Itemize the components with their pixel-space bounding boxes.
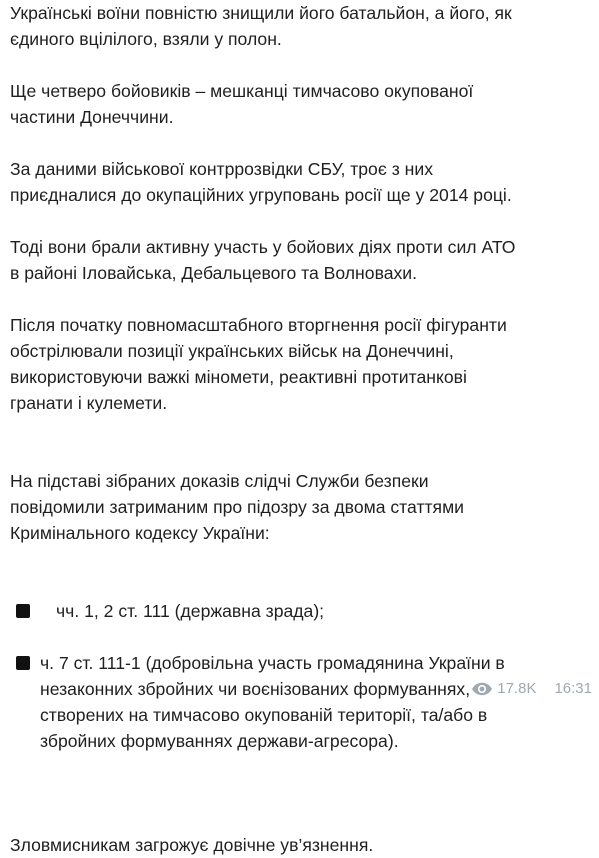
closing-paragraph: Зловмисникам загрожує довічне ув’язнення. — [10, 835, 374, 855]
list-item — [10, 650, 595, 754]
message-paragraph: Українські воїни повністю знищили його батальйон, а його, як єдиного вцілілого, взяли у полон. — [10, 3, 512, 49]
message-time: 16:31 — [554, 680, 592, 697]
charges-block — [10, 442, 595, 806]
message-paragraph: За даними військової контррозвідки СБУ, троє з них приєдналися до окупаційних угруповань росії ще у 2014 році. — [10, 159, 512, 205]
message-meta — [471, 680, 592, 697]
list-item-text: чч. 1, 2 ст. 111 (державна зрада); — [56, 601, 325, 621]
message-paragraph: На підставі зібраних доказів слідчі Служби безпеки повідомили затриманим про підозру за двома статтями Кримінального кодексу України: — [10, 471, 465, 543]
message-paragraph: Тоді вони брали активну участь у бойових діях проти сил АТО в районі Іловайська, Дебальцевого та Волновахи. — [10, 237, 516, 283]
message-paragraph: Ще четверо бойовиків – мешканці тимчасово окупованої частини Донеччини. — [10, 81, 474, 127]
list-item-text: ч. 7 ст. 111-1 (добровільна участь громадянина України в незаконних збройних чи воєнізованих формуваннях, створених на тимчасово окупованій території, та/або в збройних формуваннях держави-агресора). — [40, 653, 505, 751]
view-count: 17.8K — [497, 680, 537, 697]
black-square-icon — [16, 656, 30, 670]
list-item — [10, 598, 595, 624]
charges-list — [10, 572, 595, 780]
eye-icon — [471, 682, 493, 696]
message-body — [10, 0, 595, 858]
message-paragraph: Після початку повномасштабного вторгнення росії фігуранти обстрілювали позиції українських військ на Донеччині, використовуючи важкі міномети, реактивні протитанкові гранати і кулемети. — [10, 315, 507, 413]
black-square-icon — [16, 604, 30, 618]
